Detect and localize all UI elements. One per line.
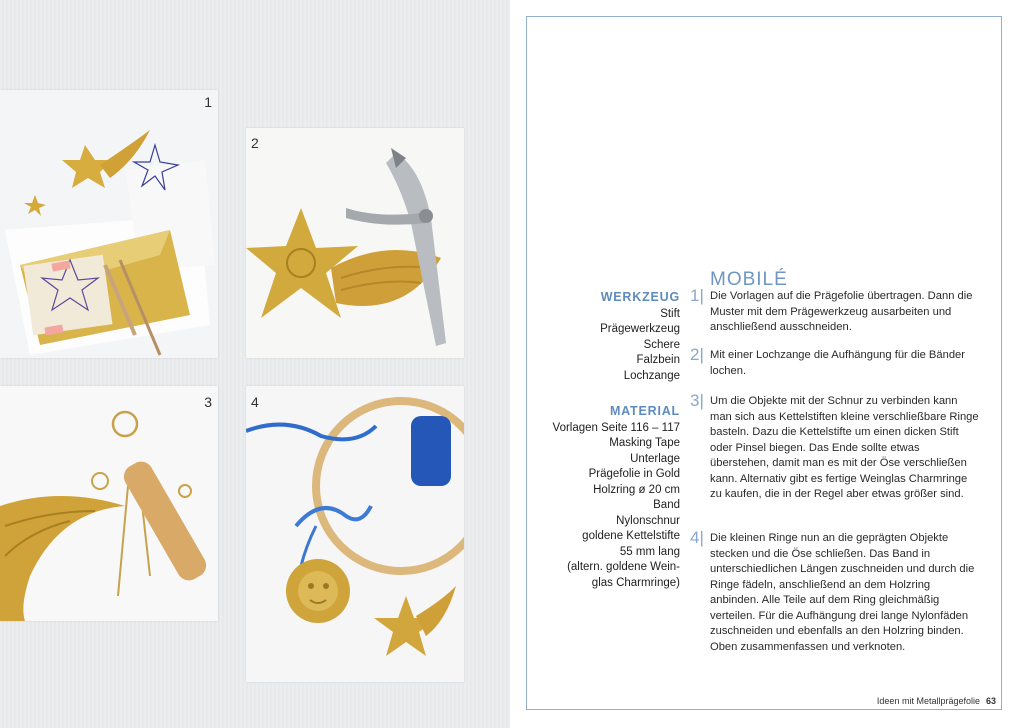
- photo-number: 3: [204, 394, 212, 410]
- gold-shooting-star-image: [0, 90, 218, 358]
- page-footer: [877, 696, 996, 706]
- right-page: [510, 0, 1020, 728]
- photo-step-3: [0, 386, 218, 621]
- tools-heading: WERKZEUG: [600, 290, 680, 304]
- material-item: glas Charmringe): [591, 576, 680, 589]
- footer-label: Ideen mit Metallprägefolie: [876, 696, 980, 706]
- tool-item: Lochzange: [623, 369, 680, 382]
- step-text: Um die Objekte mit der Schnur zu verbinden kann man sich aus Kettelstiften kleine verschließbare Ringe basteln. Dazu die Kettelstifte um einen dicken Stift oder Pinsel biegen. Das Ende sollte etwas überstehen, damit man es mit der Öse verschließen kann. Alternativ gibt es fertige Weinglas Charmringe zu kaufen, die in der Regel aber etwas größer sind.: [710, 395, 979, 500]
- step-text: Die Vorlagen auf die Prägefolie übertragen. Dann die Muster mit dem Prägewerkzeug ausarbeiten und anschließend ausschneiden.: [710, 290, 973, 333]
- photo-number: 2: [251, 135, 259, 151]
- materials-list: [500, 404, 680, 591]
- photo-step-1: [0, 90, 218, 358]
- photo-number: 1: [204, 94, 212, 110]
- material-item: Masking Tape: [609, 437, 680, 449]
- step-number: 2|: [690, 345, 704, 364]
- tool-item: Stift: [660, 307, 680, 320]
- material-item: Holzring ø 20 cm: [593, 483, 680, 496]
- step-text: Die kleinen Ringe nun an die geprägten Objekte stecken und die Öse schließen. Das Band in unterschiedlichen Längen zuschneiden und durch die Ringe fädeln, anschließend an dem Holzring anbinden. Alle Teile auf dem Ring gleichmäßig verteilen. Für die Aufhängung drei lange Nylonfäden zuschneiden und ebenfalls an den Holzring binden. Oben zusammenfassen und verknoten.: [710, 532, 975, 653]
- material-item: Band: [653, 499, 680, 511]
- material-item: Unterlage: [630, 452, 680, 465]
- material-item: (altern. goldene Wein-: [567, 561, 680, 573]
- tool-item: Schere: [643, 338, 680, 351]
- material-item: Prägefolie in Gold: [588, 468, 680, 480]
- tool-item: Falzbein: [636, 354, 680, 366]
- page-number: 63: [985, 696, 996, 706]
- step-number: 4|: [690, 528, 704, 547]
- material-item: Vorlagen Seite 116 – 117: [552, 421, 680, 434]
- step-number: 1|: [690, 286, 704, 305]
- step-text: Mit einer Lochzange die Aufhängung für die Bänder lochen.: [710, 349, 966, 377]
- material-item: Nylonschnur: [616, 514, 680, 527]
- material-item: 55 mm lang: [619, 545, 680, 558]
- step-number: 3|: [690, 391, 704, 410]
- hole-punch-image: [246, 128, 464, 358]
- photo-step-4: [246, 386, 464, 682]
- tools-list: [500, 290, 680, 384]
- material-item: goldene Kettelstifte: [582, 530, 680, 542]
- tool-item: Prägewerkzeug: [600, 323, 680, 335]
- gold-moon-rings-image: [0, 386, 218, 621]
- page-title: MOBILÉ: [710, 268, 788, 290]
- photo-number: 4: [251, 394, 259, 410]
- materials-heading: MATERIAL: [609, 404, 680, 418]
- mobile-assembly-image: [246, 386, 464, 682]
- photo-step-2: [246, 128, 464, 358]
